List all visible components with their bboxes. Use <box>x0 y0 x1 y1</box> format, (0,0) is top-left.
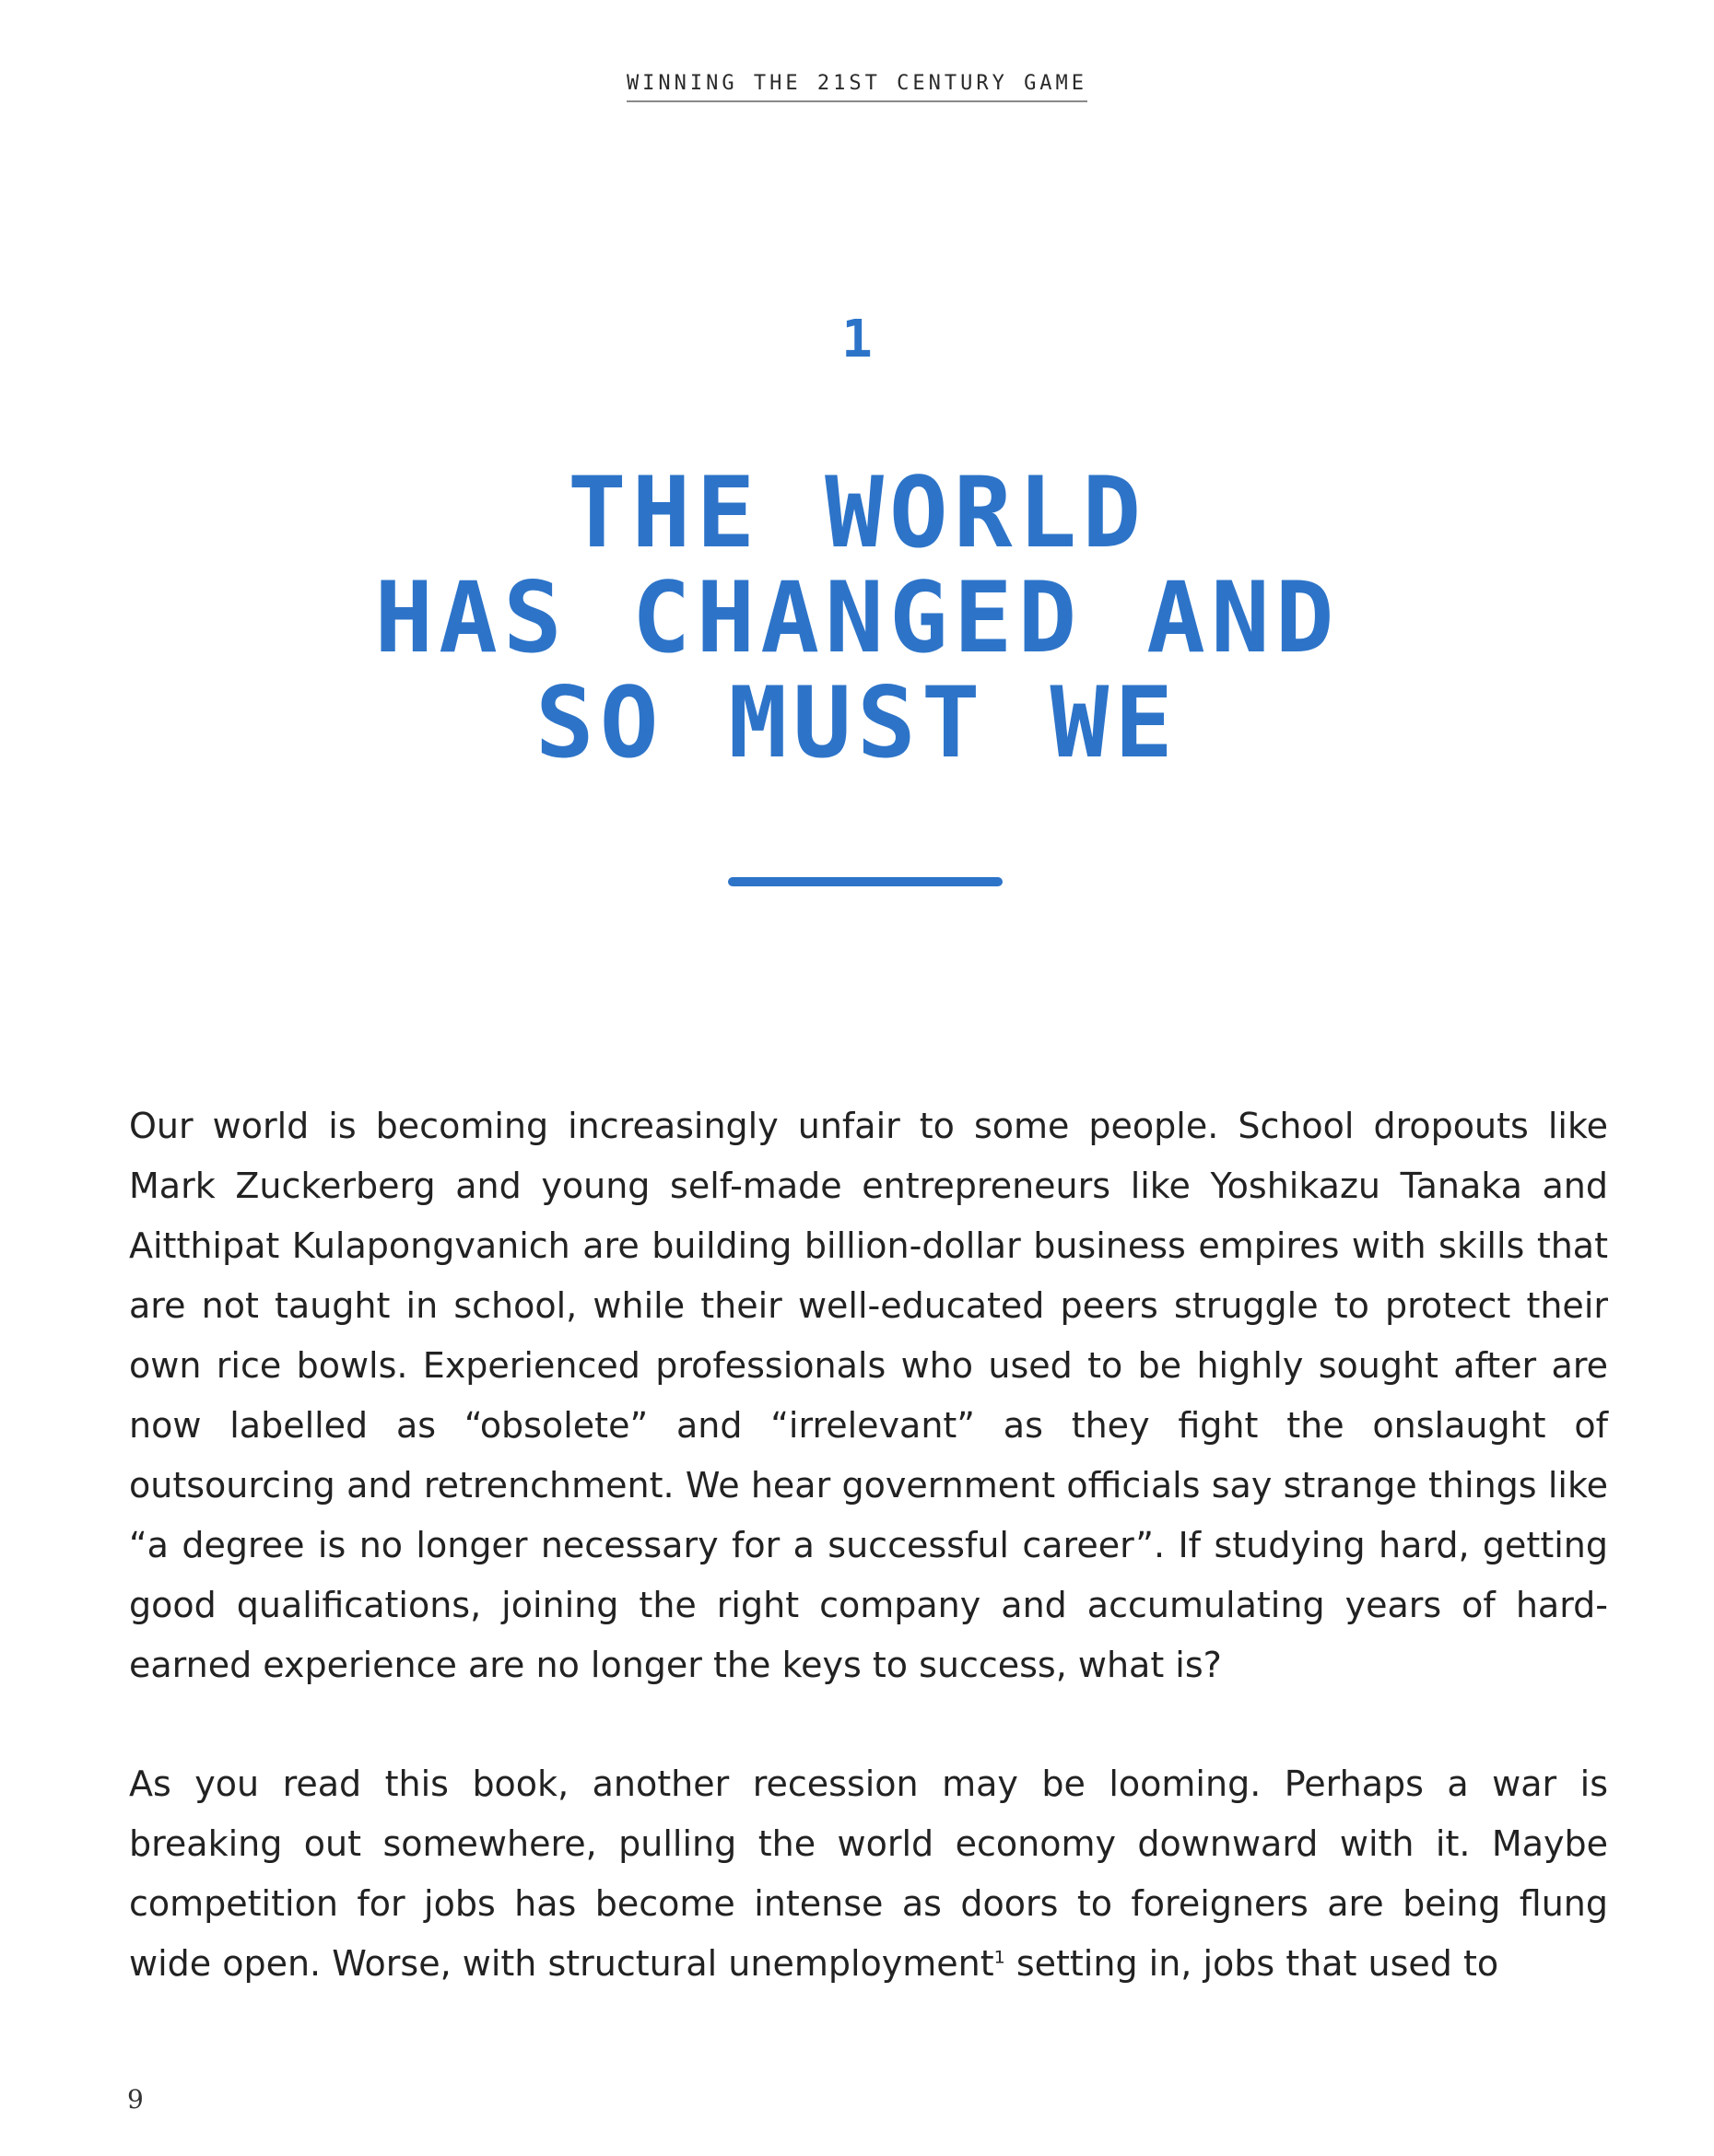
body-paragraph: Our world is becoming increasingly unfair to some people. School dropouts like Mark Zuckerberg and young self-made entrepreneurs like Yoshikazu Tanaka and Aitthipat Kulapongvanich are building billion-dollar business empires with skills that are not taught in school, while their well-educated peers struggle to protect their own rice bowls. Experienced professionals who used to be highly sought after are now labelled as “obsolete” and “irrelevant” as they fight the onslaught of outsourcing and retrenchment. We hear government officials say strange things like “a degree is no longer necessary for a successful career”. If studying hard, getting good qualifications, joining the right company and accumulating years of hard-earned experience are no longer the keys to success, what is? <box>129 1106 1608 1685</box>
chapter-title-line: THE WORLD <box>567 456 1147 569</box>
page-number: 9 <box>127 2084 144 2115</box>
chapter-title-line: HAS CHANGED AND <box>374 561 1340 674</box>
chapter-number: 1 <box>841 310 873 369</box>
running-header <box>0 72 1714 102</box>
paragraph-text-before-note: As you read this book, another recession may be looming. Perhaps a war is breaking out somewhere, pulling the world economy downward with it. Maybe competition for jobs has become intense as doors to foreigners are being flung wide open. Worse, with structural unemployment <box>129 1763 1608 1984</box>
footnote-marker[interactable]: 1 <box>993 1947 1005 1968</box>
title-divider <box>728 877 1003 886</box>
body-paragraph <box>129 1754 1608 1994</box>
chapter-title <box>0 456 1714 779</box>
running-header-title: WINNING THE 21ST CENTURY GAME <box>627 72 1087 102</box>
chapter-title-line: SO MUST WE <box>534 666 1180 779</box>
paragraph-text-after-note: setting in, jobs that used to <box>1004 1943 1499 1984</box>
paragraph-text <box>129 1763 1608 1984</box>
